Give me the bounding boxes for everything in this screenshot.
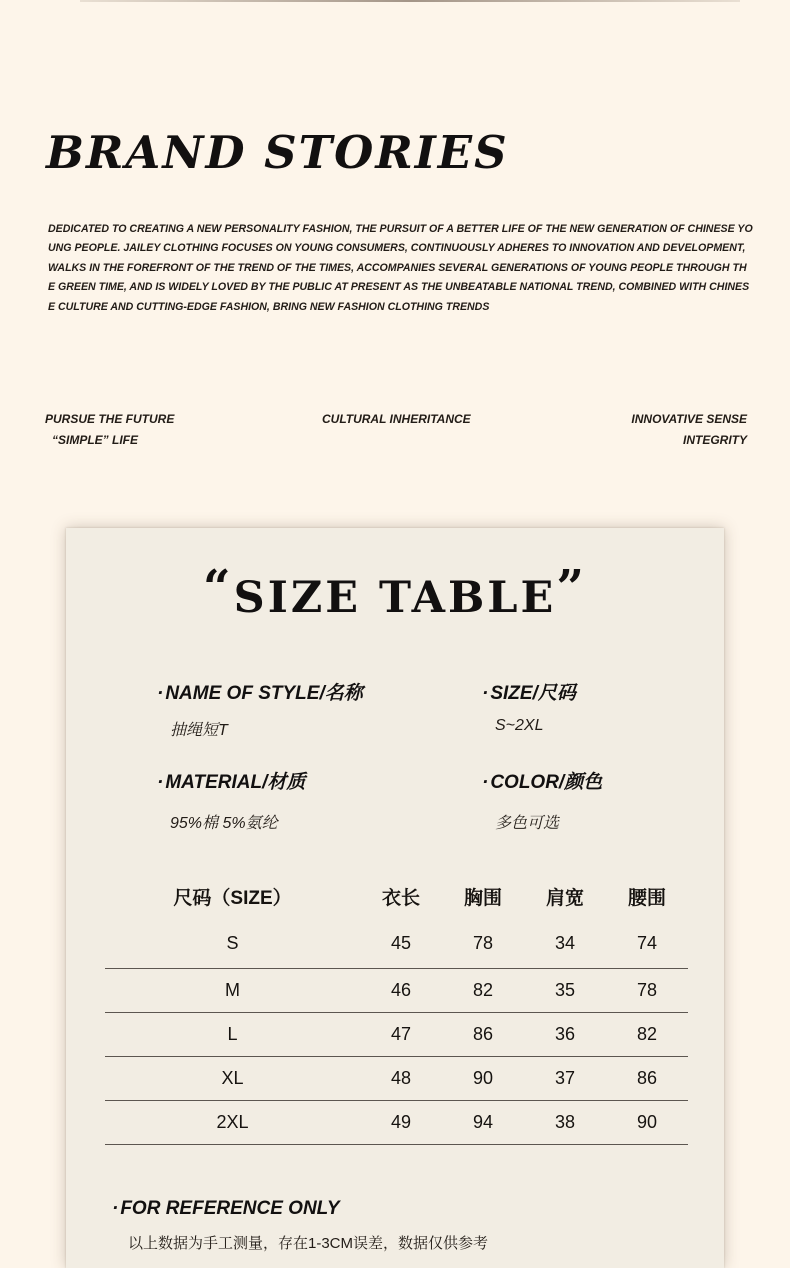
brand-story-text: DEDICATED TO CREATING A NEW PERSONALITY FASHION, THE PURSUIT OF A BETTER LIFE OF THE NEW GENERATION OF CHINESE YOUNG PEOPLE. JAILEY CLOTHING FOCUSES ON YOUNG CONSUMERS, CONTINUOUSLY ADHERES TO INNOVATION AND DEVELOPMENT, WALKS IN THE FOREFRONT OF THE TREND OF THE TIMES, ACCOMPANIES SEVERAL GENERATIONS OF YOUNG PEOPLE THROUGH THE GREEN TIME, AND IS WIDELY LOVED BY THE PUBLIC AT PRESENT AS THE UNBEATABLE NATIONAL TREND, COMBINED WITH CHINESE CULTURE AND CUTTING-EDGE FASHION, BRING NEW FASHION CLOTHING TRENDS bbox=[48, 223, 753, 313]
value-integrity: INTEGRITY bbox=[682, 433, 747, 447]
table-row bbox=[105, 1101, 688, 1145]
cell-waist: 86 bbox=[606, 1057, 688, 1101]
cell-shoulder: 38 bbox=[524, 1101, 606, 1145]
size-table-title bbox=[66, 560, 724, 624]
table-row bbox=[105, 1057, 688, 1101]
size-table bbox=[105, 874, 688, 1145]
title-text: SIZE TABLE bbox=[233, 573, 557, 623]
header-size: 尺码（SIZE） bbox=[173, 887, 292, 909]
cell-shoulder: 37 bbox=[524, 1057, 606, 1101]
size-range-value: S~2XL bbox=[495, 717, 544, 734]
header-chest: 胸围 bbox=[463, 887, 502, 909]
cell-length: 48 bbox=[360, 1057, 442, 1101]
value-column-right bbox=[631, 409, 747, 451]
cell-waist: 78 bbox=[606, 969, 688, 1013]
title-close-quote: ” bbox=[556, 560, 587, 616]
reference-note-label: · FOR REFERENCE ONLY bbox=[112, 1198, 488, 1220]
brand-stories-title: BRAND STORIES bbox=[46, 126, 509, 179]
cell-waist: 90 bbox=[606, 1101, 688, 1145]
reference-note-text: 以上数据为手工测量，存在1-3CM误差，数据仅供参考 bbox=[128, 1235, 489, 1252]
cell-chest: 90 bbox=[442, 1057, 524, 1101]
value-column-left bbox=[45, 409, 174, 451]
value-innovative-sense: INNOVATIVE SENSE bbox=[631, 412, 747, 426]
table-row bbox=[105, 1013, 688, 1057]
header-length: 衣长 bbox=[382, 887, 421, 909]
cell-length: 46 bbox=[360, 969, 442, 1013]
size-range-label: · SIZE/尺码 bbox=[482, 678, 576, 705]
style-name-label: · NAME OF STYLE/名称 bbox=[157, 678, 363, 705]
value-pursue-future: PURSUE THE FUTURE bbox=[45, 412, 175, 426]
value-column-middle bbox=[322, 409, 471, 430]
size-range-block bbox=[482, 678, 576, 735]
table-header-row bbox=[105, 874, 688, 918]
cell-length: 47 bbox=[360, 1013, 442, 1057]
cell-chest: 78 bbox=[442, 918, 524, 969]
color-value: 多色可选 bbox=[495, 815, 560, 832]
cell-length: 45 bbox=[360, 918, 442, 969]
top-divider bbox=[80, 0, 740, 2]
cell-size: S bbox=[105, 918, 360, 969]
color-label: · COLOR/颜色 bbox=[482, 767, 602, 794]
cell-chest: 86 bbox=[442, 1013, 524, 1057]
cell-chest: 94 bbox=[442, 1101, 524, 1145]
header-waist: 腰围 bbox=[627, 887, 666, 909]
header-shoulder: 肩宽 bbox=[545, 887, 584, 909]
brand-values bbox=[0, 409, 790, 459]
material-value: 95%棉 5%氨纶 bbox=[170, 815, 278, 832]
cell-chest: 82 bbox=[442, 969, 524, 1013]
material-block bbox=[157, 767, 305, 833]
style-name-block bbox=[157, 678, 363, 740]
value-cultural-inheritance: CULTURAL INHERITANCE bbox=[322, 412, 471, 426]
cell-size: 2XL bbox=[105, 1101, 360, 1145]
material-label: · MATERIAL/材质 bbox=[157, 767, 305, 794]
size-table-card bbox=[66, 528, 724, 1268]
table-row bbox=[105, 918, 688, 969]
cell-shoulder: 35 bbox=[524, 969, 606, 1013]
title-open-quote: “ bbox=[203, 560, 234, 616]
style-name-value: 抽绳短T bbox=[170, 722, 228, 739]
cell-waist: 74 bbox=[606, 918, 688, 969]
cell-length: 49 bbox=[360, 1101, 442, 1145]
reference-note bbox=[112, 1198, 488, 1253]
cell-size: M bbox=[105, 969, 360, 1013]
cell-size: L bbox=[105, 1013, 360, 1057]
table-row bbox=[105, 969, 688, 1013]
cell-shoulder: 34 bbox=[524, 918, 606, 969]
cell-size: XL bbox=[105, 1057, 360, 1101]
cell-waist: 82 bbox=[606, 1013, 688, 1057]
color-block bbox=[482, 767, 602, 833]
cell-shoulder: 36 bbox=[524, 1013, 606, 1057]
value-simple-life: “SIMPLE” LIFE bbox=[52, 433, 139, 447]
